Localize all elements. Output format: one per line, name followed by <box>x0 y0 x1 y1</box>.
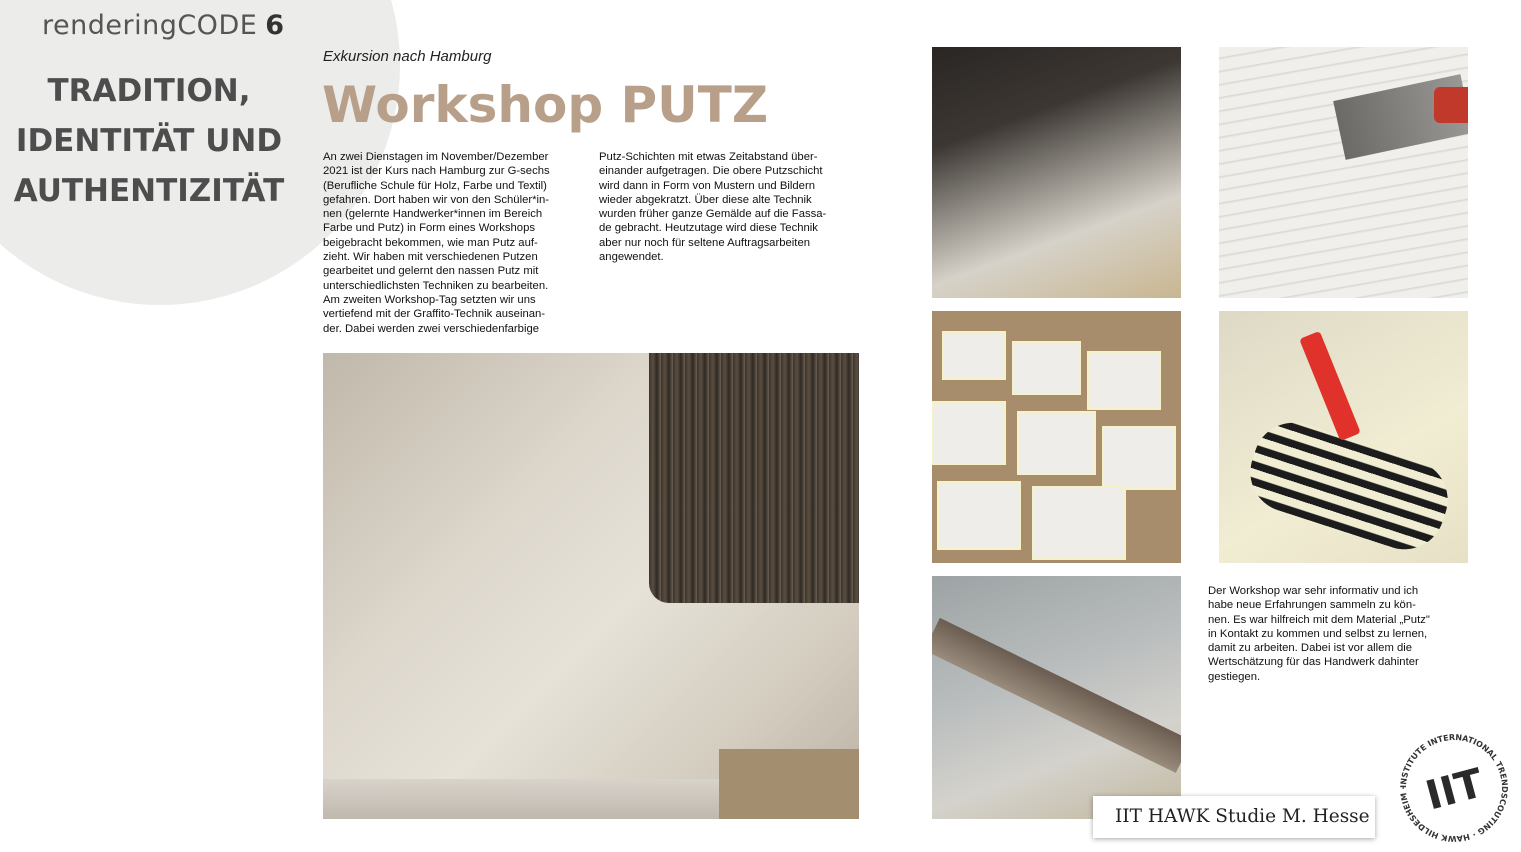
sample-tile <box>942 331 1006 380</box>
sample-tile <box>1102 426 1176 490</box>
text-line: aber nur noch für seltene Auftragsarbeiten <box>599 236 811 249</box>
sample-tile <box>1017 411 1096 475</box>
series-label <box>42 10 285 41</box>
brush <box>649 353 859 603</box>
article-title: Workshop PUTZ <box>322 76 769 134</box>
text-line: gearbeitet und gelernt den nassen Putz mit <box>323 265 539 278</box>
text-column-2 <box>599 150 857 264</box>
chapter-title <box>0 66 298 216</box>
sample-tile <box>1012 341 1081 395</box>
text-line: einander aufgetragen. Die obere Putzschicht <box>599 165 823 178</box>
chapter-line: IDENTITÄT UND <box>15 123 283 159</box>
wooden-table <box>719 749 859 819</box>
sample-tile <box>937 481 1021 550</box>
text-line: nen (gelernte Handwerker*innen im Bereich <box>323 208 543 221</box>
text-line: Farbe und Putz) in Form eines Workshops <box>323 222 536 235</box>
spatula-blade <box>932 618 1181 773</box>
text-line: de gebracht. Heutzutage wird diese Technik <box>599 222 818 235</box>
series-number: 6 <box>265 10 285 41</box>
trowel-handle <box>1434 87 1468 123</box>
text-line: wurden früher ganze Gemälde auf die Fassa- <box>599 208 827 221</box>
text-line: gestiegen. <box>1208 670 1261 683</box>
text-line: angewendet. <box>599 251 664 264</box>
text-line: in Kontakt zu kommen und selbst zu lernen, <box>1208 627 1428 640</box>
photo-brush-on-plaster <box>323 353 859 819</box>
sample-tile <box>932 401 1006 465</box>
text-line: vertiefend mit der Graffito-Technik auseinan- <box>323 308 546 321</box>
chapter-line: AUTHENTIZITÄT <box>13 173 285 209</box>
text-line: beigebracht bekommen, wie man Putz auf- <box>323 236 538 249</box>
iit-logo-stamp <box>1394 728 1514 848</box>
photo-trowel-application <box>932 47 1181 298</box>
sample-tile <box>1032 486 1126 560</box>
text-line: An zwei Dienstagen im November/Dezember <box>323 151 549 163</box>
text-line: unterschiedlichsten Techniken zu bearbeiten. <box>323 279 549 292</box>
photo-spatula-edge <box>932 576 1181 819</box>
text-column-1 <box>323 150 578 336</box>
text-line: damit zu arbeiten. Dabei ist vor allem die <box>1208 642 1413 655</box>
text-line: wieder abgekratzt. Über diese alte Technik <box>599 193 812 206</box>
text-line: wird dann in Form von Mustern und Bildern <box>599 179 815 192</box>
text-column-3 <box>1208 584 1456 684</box>
text-line: zieht. Wir haben mit verschiedenen Putzen <box>323 251 538 264</box>
photo-graffito-scratching <box>1219 311 1468 563</box>
photo-notched-trowel <box>1219 47 1468 298</box>
text-line: nen. Es war hilfreich mit dem Material „Putz" <box>1208 613 1430 626</box>
text-line: Der Workshop war sehr informativ und ich <box>1208 585 1419 597</box>
series-name: renderingCODE <box>42 10 258 41</box>
stamp-center-text: IIT <box>1421 760 1489 820</box>
text-line: Putz-Schichten mit etwas Zeitabstand über- <box>599 151 818 163</box>
sample-tile <box>1087 351 1161 410</box>
text-line: gefahren. Dort haben wir von den Schüler*in- <box>323 193 550 206</box>
photo-plaster-samples <box>932 311 1181 563</box>
text-line: habe neue Erfahrungen sammeln zu kön- <box>1208 599 1416 612</box>
text-line: der. Dabei werden zwei verschiedenfarbige <box>323 322 540 335</box>
image-caption: IIT HAWK Studie M. Hesse <box>1093 796 1375 838</box>
stamp-ring-textpath: INSTITUTE INTERNATIONAL TRENDSCOUTING · HAWK HILDESHEIM · <box>1398 732 1510 844</box>
text-line: (Berufliche Schule für Holz, Farbe und Textil) <box>323 179 547 192</box>
text-line: 2021 ist der Kurs nach Hamburg zur G-sechs <box>323 165 550 178</box>
chapter-line: TRADITION, <box>47 73 251 109</box>
article-kicker: Exkursion nach Hamburg <box>323 48 492 65</box>
text-line: Wertschätzung für das Handwerk dahinter <box>1208 656 1419 669</box>
text-line: Am zweiten Workshop-Tag setzten wir uns <box>323 293 536 306</box>
